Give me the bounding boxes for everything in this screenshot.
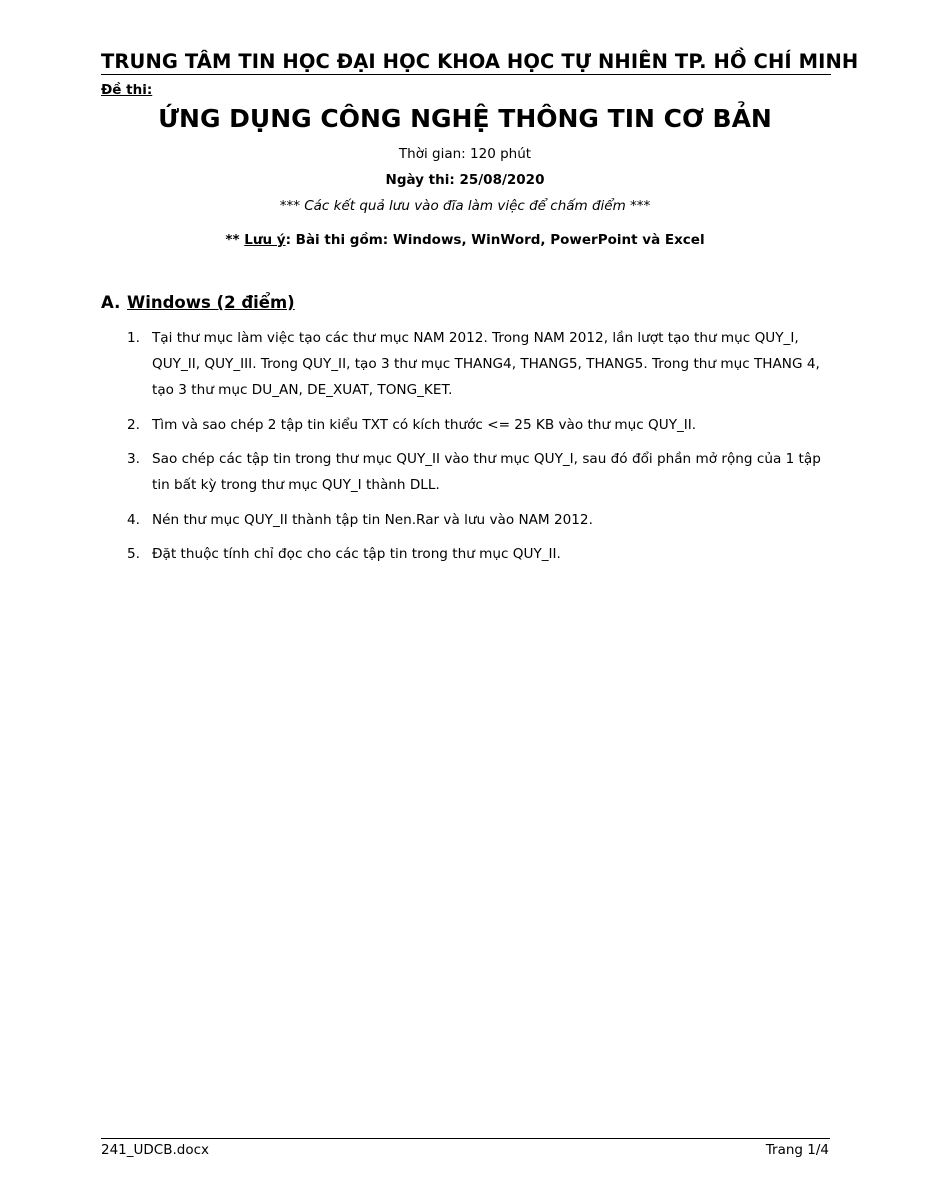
notice-text: : Bài thi gồm: Windows, WinWord, PowerPoint và Excel bbox=[285, 232, 705, 248]
task-number: 3. bbox=[127, 451, 140, 468]
notice-label: Lưu ý bbox=[244, 232, 286, 248]
footer-divider bbox=[101, 1138, 830, 1139]
task-text: Tìm và sao chép 2 tập tin kiểu TXT có kích thước <= 25 KB vào thư mục QUY_II. bbox=[152, 416, 697, 433]
task-text: Đặt thuộc tính chỉ đọc cho các tập tin trong thư mục QUY_II. bbox=[152, 546, 561, 563]
section-a-heading bbox=[101, 293, 295, 312]
list-item bbox=[127, 446, 827, 498]
footer-filename: 241_UDCB.docx bbox=[101, 1142, 210, 1158]
task-list bbox=[127, 325, 827, 576]
exam-duration: Thời gian: 120 phút bbox=[398, 146, 532, 162]
save-note: *** Các kết quả lưu vào đĩa làm việc để chấm điểm *** bbox=[279, 198, 651, 214]
notice-prefix: ** bbox=[225, 232, 245, 248]
task-text: Nén thư mục QUY_II thành tập tin Nen.Rar và lưu vào NAM 2012. bbox=[152, 511, 593, 528]
list-item bbox=[127, 325, 827, 403]
list-item bbox=[127, 412, 827, 438]
task-text: Sao chép các tập tin trong thư mục QUY_II vào thư mục QUY_I, sau đó đổi phần mở rộng của 1 tập tin bất kỳ trong thư mục QUY_I thành DLL. bbox=[152, 451, 821, 494]
section-letter: A. bbox=[101, 293, 121, 312]
organization-header: TRUNG TÂM TIN HỌC ĐẠI HỌC KHOA HỌC TỰ NHIÊN TP. HỒ CHÍ MINH bbox=[101, 50, 859, 73]
task-text: Tại thư mục làm việc tạo các thư mục NAM 2012. Trong NAM 2012, lần lượt tạo thư mục QUY_I, QUY_II, QUY_III. Trong QUY_II, tạo 3 thư mục THANG4, THANG5, THANG5. Trong thư mục THANG 4, tạo 3 thư mục DU_AN, DE_XUAT, TONG_KET. bbox=[152, 330, 820, 398]
task-number: 2. bbox=[127, 416, 140, 433]
section-title: Windows (2 điểm) bbox=[127, 293, 295, 312]
exam-title: ỨNG DỤNG CÔNG NGHỆ THÔNG TIN CƠ BẢN bbox=[158, 104, 772, 133]
footer-page-number: Trang 1/4 bbox=[765, 1142, 829, 1158]
task-number: 4. bbox=[127, 511, 140, 528]
list-item bbox=[127, 507, 827, 533]
task-number: 5. bbox=[127, 546, 140, 563]
exam-notice bbox=[101, 232, 829, 248]
task-number: 1. bbox=[127, 330, 140, 346]
exam-label: Đề thi: bbox=[101, 82, 153, 98]
list-item bbox=[127, 541, 827, 567]
exam-date: Ngày thi: 25/08/2020 bbox=[385, 172, 545, 188]
